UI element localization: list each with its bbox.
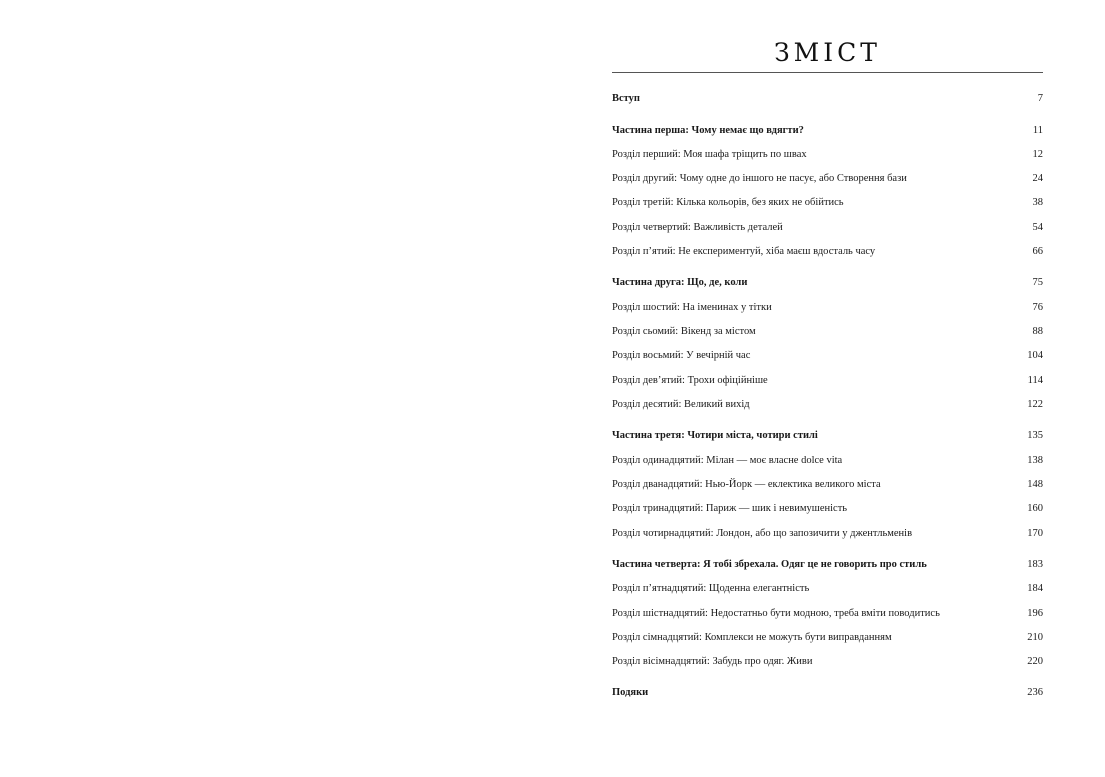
- toc-part-entry: [612, 276, 1043, 290]
- toc-chapter-entry: [612, 582, 1043, 596]
- toc-entry-page-number: 76: [1032, 302, 1043, 313]
- toc-chapter-entry: [612, 172, 1043, 186]
- toc-entry-title: Розділ дев’ятий: Трохи офіційніше: [612, 375, 768, 386]
- toc-entry-title: Розділ п’ятий: Не експериментуй, хіба маєш вдосталь часу: [612, 246, 876, 257]
- toc-entry-page-number: 66: [1032, 246, 1043, 257]
- toc-entry-page-number: 236: [1027, 687, 1043, 698]
- toc-entry-title: Розділ другий: Чому одне до іншого не пасує, або Створення бази: [612, 173, 907, 184]
- toc-entry-title: Розділ дванадцятий: Нью-Йорк — еклектика великого міста: [612, 479, 881, 490]
- toc-entry-title: Розділ вісімнадцятий: Забудь про одяг. Живи: [612, 656, 813, 667]
- toc-entry-title: Розділ шістнадцятий: Недостатньо бути модною, треба вміти поводитись: [612, 608, 940, 619]
- toc-entry-title: Розділ сьомий: Вікенд за містом: [612, 326, 756, 337]
- toc-chapter-entry: [612, 454, 1043, 468]
- toc-entry-page-number: 88: [1032, 326, 1043, 337]
- toc-part-entry: [612, 124, 1043, 138]
- toc-chapter-entry: [612, 196, 1043, 210]
- toc-entry-title: Подяки: [612, 687, 649, 698]
- toc-entry-page-number: 54: [1032, 222, 1043, 233]
- toc-chapter-entry: [612, 527, 1043, 541]
- toc-chapter-entry: [612, 655, 1043, 669]
- toc-entry-title: Розділ тринадцятий: Париж — шик і невимушеність: [612, 503, 848, 514]
- toc-entry-title: Розділ чотирнадцятий: Лондон, або що запозичити у джентльменів: [612, 528, 913, 539]
- toc-entry-page-number: 24: [1032, 173, 1043, 184]
- toc-page: [612, 0, 1043, 777]
- toc-entry-page-number: 12: [1032, 149, 1043, 160]
- toc-entry-title: Розділ сімнадцятий: Комплекси не можуть бути виправданням: [612, 632, 892, 643]
- toc-chapter-entry: [612, 301, 1043, 315]
- toc-chapter-entry: [612, 221, 1043, 235]
- toc-entry-page-number: 114: [1027, 375, 1043, 386]
- toc-entry-title: Розділ четвертий: Важливість деталей: [612, 222, 783, 233]
- toc-entry-page-number: 75: [1032, 277, 1043, 288]
- toc-part-entry: [612, 92, 1043, 106]
- toc-entry-title: Вступ: [612, 93, 640, 104]
- toc-entry-page-number: 11: [1032, 125, 1043, 136]
- toc-entry-title: Розділ одинадцятий: Мілан — моє власне dolce vita: [612, 455, 843, 466]
- toc-entry-page-number: 104: [1027, 350, 1043, 361]
- toc-entry-title: Частина четверта: Я тобі збрехала. Одяг це не говорить про стиль: [612, 559, 927, 570]
- blank-left-page: [0, 0, 552, 777]
- toc-entry-title: Розділ перший: Моя шафа тріщить по швах: [612, 149, 807, 160]
- toc-entry-title: Частина перша: Чому немає що вдягти?: [612, 125, 804, 136]
- toc-entry-page-number: 38: [1032, 197, 1043, 208]
- toc-chapter-entry: [612, 349, 1043, 363]
- toc-chapter-entry: [612, 148, 1043, 162]
- toc-part-entry: [612, 558, 1043, 572]
- toc-entry-page-number: 160: [1027, 503, 1043, 514]
- toc-entry-title: Розділ п’ятнадцятий: Щоденна елегантність: [612, 583, 810, 594]
- toc-entry-page-number: 148: [1027, 479, 1043, 490]
- toc-chapter-entry: [612, 607, 1043, 621]
- toc-entry-title: Розділ десятий: Великий вихід: [612, 399, 750, 410]
- toc-entry-page-number: 184: [1027, 583, 1043, 594]
- toc-entry-page-number: 210: [1027, 632, 1043, 643]
- toc-chapter-entry: [612, 398, 1043, 412]
- toc-entry-title: Розділ восьмий: У вечірній час: [612, 350, 751, 361]
- toc-part-entry: [612, 429, 1043, 443]
- toc-entry-page-number: 138: [1027, 455, 1043, 466]
- toc-entry-page-number: 7: [1037, 93, 1043, 104]
- toc-entry-page-number: 183: [1027, 559, 1043, 570]
- toc-entry-title: Розділ шостий: На іменинах у тітки: [612, 302, 772, 313]
- toc-entry-page-number: 196: [1027, 608, 1043, 619]
- toc-entry-title: Розділ третій: Кілька кольорів, без яких не обійтись: [612, 197, 844, 208]
- toc-entry-page-number: 220: [1027, 656, 1043, 667]
- toc-chapter-entry: [612, 631, 1043, 645]
- toc-chapter-entry: [612, 478, 1043, 492]
- toc-chapter-entry: [612, 325, 1043, 339]
- toc-chapter-entry: [612, 374, 1043, 388]
- toc-entry-title: Частина третя: Чотири міста, чотири стилі: [612, 430, 818, 441]
- toc-chapter-entry: [612, 245, 1043, 259]
- toc-title: ЗМІСТ: [774, 38, 881, 67]
- toc-chapter-entry: [612, 502, 1043, 516]
- toc-entry-title: Частина друга: Що, де, коли: [612, 277, 748, 288]
- toc-part-entry: [612, 686, 1043, 700]
- title-divider: [612, 72, 1043, 73]
- toc-entry-page-number: 122: [1027, 399, 1043, 410]
- toc-entry-page-number: 135: [1027, 430, 1043, 441]
- toc-entry-page-number: 170: [1027, 528, 1043, 539]
